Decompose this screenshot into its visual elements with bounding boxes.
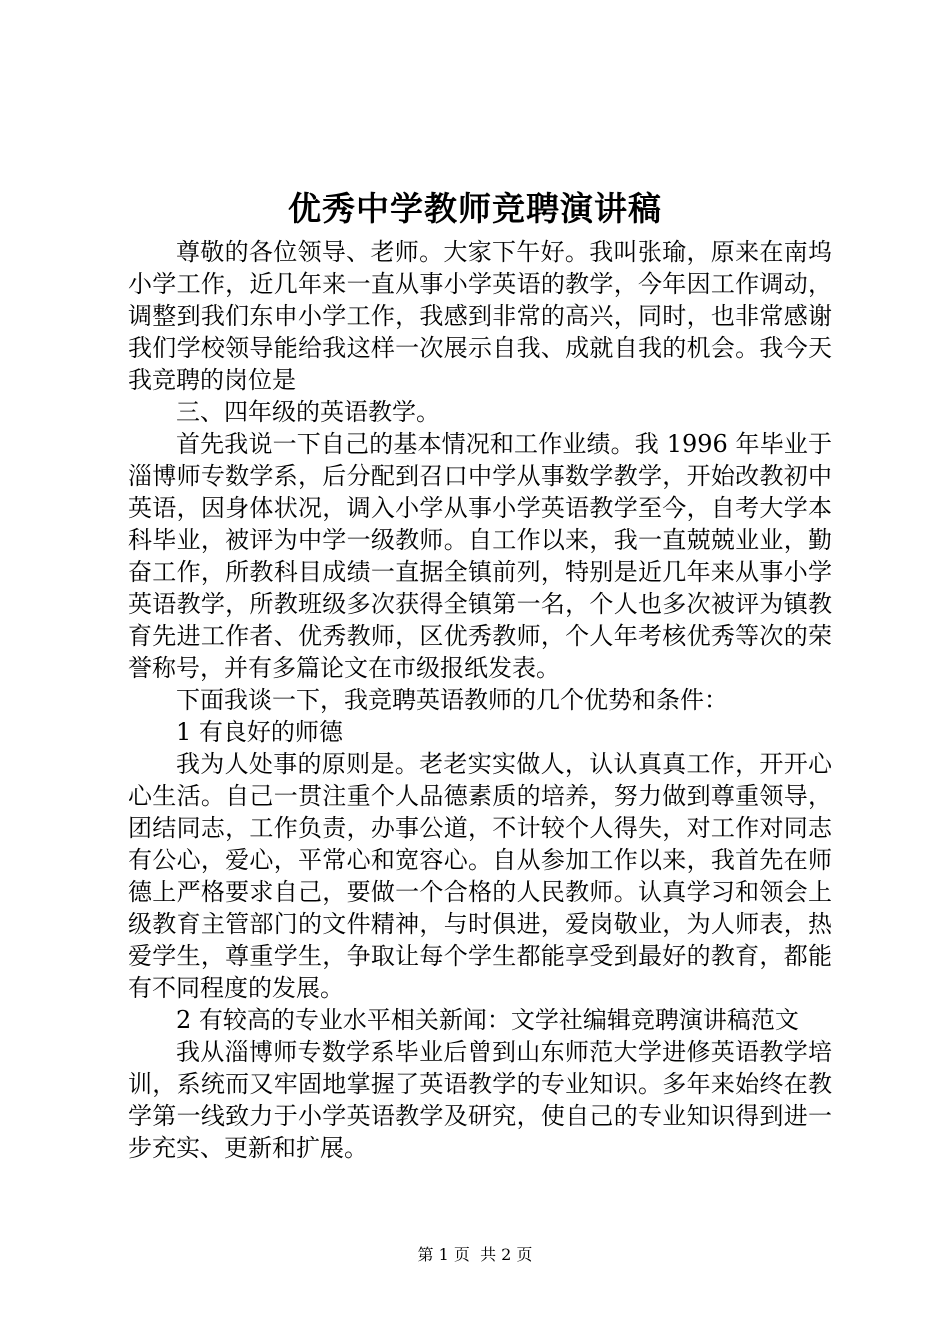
section-heading: 1 有良好的师德 xyxy=(176,718,343,746)
paragraph: 三、四年级的英语教学。 xyxy=(176,398,440,426)
page-number: 第 1 页 xyxy=(417,1245,470,1264)
document-body xyxy=(128,236,832,1164)
page-footer xyxy=(0,1244,950,1266)
paragraph: 我从淄博师专数学系毕业后曾到山东师范大学进修英语教学培训，系统而又牢固地掌握了英语教学的专业知识。多年来始终在教学第一线致力于小学英语教学及研究，使自己的专业知识得到进一步充实、更新和扩展。 xyxy=(128,1038,832,1162)
footer-spacer xyxy=(470,1245,480,1264)
paragraph: 下面我谈一下，我竞聘英语教师的几个优势和条件： xyxy=(176,686,728,714)
document-title: 优秀中学教师竞聘演讲稿 xyxy=(288,189,662,228)
paragraph: 我为人处事的原则是。老老实实做人，认认真真工作，开开心心生活。自己一贯注重个人品德素质的培养，努力做到尊重领导，团结同志，工作负责，办事公道，不计较个人得失，对工作对同志有公心，爱心，平常心和宽容心。自从参加工作以来，我首先在师德上严格要求自己，要做一个合格的人民教师。认真学习和领会上级教育主管部门的文件精神，与时俱进，爱岗敬业，为人师表，热爱学生，尊重学生，争取让每个学生都能享受到最好的教育，都能有不同程度的发展。 xyxy=(128,750,832,1002)
page-total: 共 2 页 xyxy=(480,1245,533,1264)
section-heading: 2 有较高的专业水平相关新闻：文学社编辑竞聘演讲稿范文 xyxy=(176,1006,799,1034)
paragraph: 尊敬的各位领导、老师。大家下午好。我叫张瑜，原来在南坞小学工作，近几年来一直从事小学英语的教学，今年因工作调动，调整到我们东申小学工作，我感到非常的高兴，同时，也非常感谢我们学校领导能给我这样一次展示自我、成就自我的机会。我今天我竞聘的岗位是 xyxy=(128,238,832,394)
paragraph: 首先我说一下自己的基本情况和工作业绩。我 1996 年毕业于淄博师专数学系，后分配到召口中学从事数学教学，开始改教初中英语，因身体状况，调入小学从事小学英语教学至今，自考大学本科毕业，被评为中学一级教师。自工作以来，我一直兢兢业业，勤奋工作，所教科目成绩一直据全镇前列，特别是近几年来从事小学英语教学，所教班级多次获得全镇第一名，个人也多次被评为镇教育先进工作者、优秀教师，区优秀教师，个人年考核优秀等次的荣誉称号，并有多篇论文在市级报纸发表。 xyxy=(128,430,832,682)
